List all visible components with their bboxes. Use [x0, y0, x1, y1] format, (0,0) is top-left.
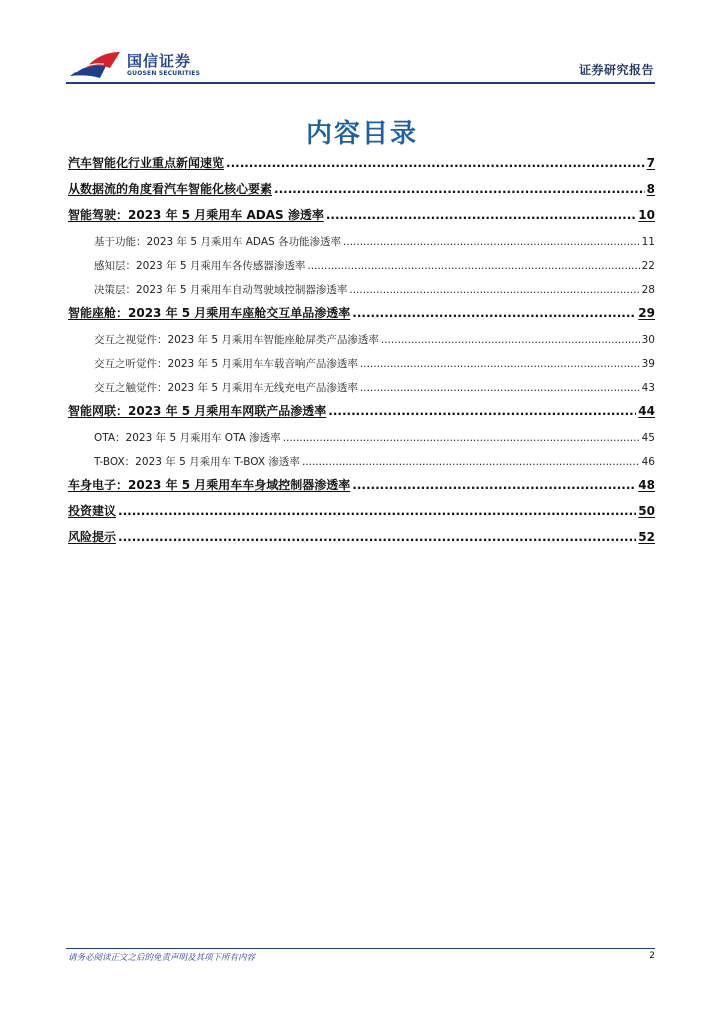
footer-disclaimer: 请务必阅读正文之后的免责声明及其项下所有内容	[68, 953, 256, 963]
toc-entry-section[interactable]	[68, 301, 655, 327]
toc-entry-page: 45	[641, 432, 655, 444]
toc-entry-label: 投资建议	[68, 504, 117, 518]
toc-entry-label: 风险提示	[68, 530, 117, 544]
toc-dot-leader	[118, 504, 636, 518]
toc-title: 内容目录	[305, 119, 418, 149]
toc-entry-subsection[interactable]	[68, 229, 655, 253]
toc-entry-subsection[interactable]	[68, 375, 655, 399]
toc-dot-leader	[381, 334, 640, 346]
page-header	[66, 48, 654, 84]
toc-entry-page: 30	[641, 334, 655, 346]
toc-dot-leader	[283, 432, 640, 444]
toc-entry-subsection[interactable]	[68, 351, 655, 375]
toc-entry-label: 交互之听觉件：2023 年 5 月乘用车车载音响产品渗透率	[94, 358, 358, 370]
guosen-logo	[66, 48, 200, 82]
toc-entry-page: 29	[638, 306, 655, 320]
toc-entry-page: 22	[641, 260, 655, 272]
toc-dot-leader	[118, 530, 636, 544]
toc-entry-label: 交互之视觉件：2023 年 5 月乘用车智能座舱屏类产品渗透率	[94, 334, 379, 346]
toc-entry-page: 50	[638, 504, 655, 518]
toc-entry-page: 39	[641, 358, 655, 370]
toc-entry-section[interactable]	[68, 473, 655, 499]
guosen-logo-icon	[66, 48, 124, 82]
toc-entry-section[interactable]	[68, 203, 655, 229]
toc-entry-page: 43	[641, 382, 655, 394]
toc-entry-subsection[interactable]	[68, 327, 655, 351]
toc-entry-label: 智能网联：2023 年 5 月乘用车网联产品渗透率	[68, 404, 327, 418]
toc-entry-label: T-BOX：2023 年 5 月乘用车 T-BOX 渗透率	[94, 456, 300, 468]
report-type-label: 证券研究报告	[578, 63, 654, 77]
toc-dot-leader	[343, 236, 640, 248]
toc-dot-leader	[352, 478, 636, 492]
toc-entry-page: 8	[646, 182, 655, 196]
toc-dot-leader	[349, 284, 639, 296]
toc-entry-page: 10	[638, 208, 655, 222]
toc-entry-section[interactable]	[68, 525, 655, 551]
toc-entry-label: 智能座舱：2023 年 5 月乘用车座舱交互单品渗透率	[68, 306, 351, 320]
toc-dot-leader	[274, 182, 645, 196]
toc-entry-label: 决策层：2023 年 5 月乘用车自动驾驶域控制器渗透率	[94, 284, 348, 296]
toc-entry-label: OTA：2023 年 5 月乘用车 OTA 渗透率	[94, 432, 281, 444]
toc-entry-page: 28	[641, 284, 655, 296]
toc-dot-leader	[360, 382, 640, 394]
toc-entry-label: 从数据流的角度看汽车智能化核心要素	[68, 182, 273, 196]
toc-entry-page: 52	[638, 530, 655, 544]
toc-entry-subsection[interactable]	[68, 253, 655, 277]
footer-divider	[66, 948, 655, 949]
toc-dot-leader	[226, 156, 645, 170]
toc-entry-subsection[interactable]	[68, 425, 655, 449]
toc-entry-page: 48	[638, 478, 655, 492]
toc-entry-page: 7	[646, 156, 655, 170]
toc-entry-page: 44	[638, 404, 655, 418]
toc-entry-section[interactable]	[68, 151, 655, 177]
page-number: 2	[649, 951, 655, 961]
toc-dot-leader	[352, 306, 636, 320]
logo-english-text: GUOSEN SECURITIES	[127, 69, 201, 77]
toc-entry-section[interactable]	[68, 399, 655, 425]
toc-entry-label: 汽车智能化行业重点新闻速览	[68, 156, 225, 170]
toc-entry-label: 车身电子：2023 年 5 月乘用车车身域控制器渗透率	[68, 478, 351, 492]
toc-entry-subsection[interactable]	[68, 277, 655, 301]
toc-dot-leader	[307, 260, 639, 272]
toc-dot-leader	[360, 358, 640, 370]
header-divider	[66, 82, 655, 84]
toc-entry-label: 交互之触觉件：2023 年 5 月乘用车无线充电产品渗透率	[94, 382, 358, 394]
toc-entry-page: 46	[641, 456, 655, 468]
toc-entry-section[interactable]	[68, 499, 655, 525]
toc-entry-subsection[interactable]	[68, 449, 655, 473]
toc-entry-page: 11	[641, 236, 655, 248]
toc-dot-leader	[326, 208, 636, 222]
toc-dot-leader	[328, 404, 636, 418]
logo-chinese-text: 国信证券	[127, 51, 192, 70]
toc-entry-label: 基于功能：2023 年 5 月乘用车 ADAS 各功能渗透率	[94, 236, 342, 248]
toc-entry-label: 感知层：2023 年 5 月乘用车各传感器渗透率	[94, 260, 306, 272]
toc-dot-leader	[302, 456, 640, 468]
toc-entry-section[interactable]	[68, 177, 655, 203]
toc-entry-label: 智能驾驶：2023 年 5 月乘用车 ADAS 渗透率	[68, 208, 324, 222]
table-of-contents	[68, 151, 655, 551]
